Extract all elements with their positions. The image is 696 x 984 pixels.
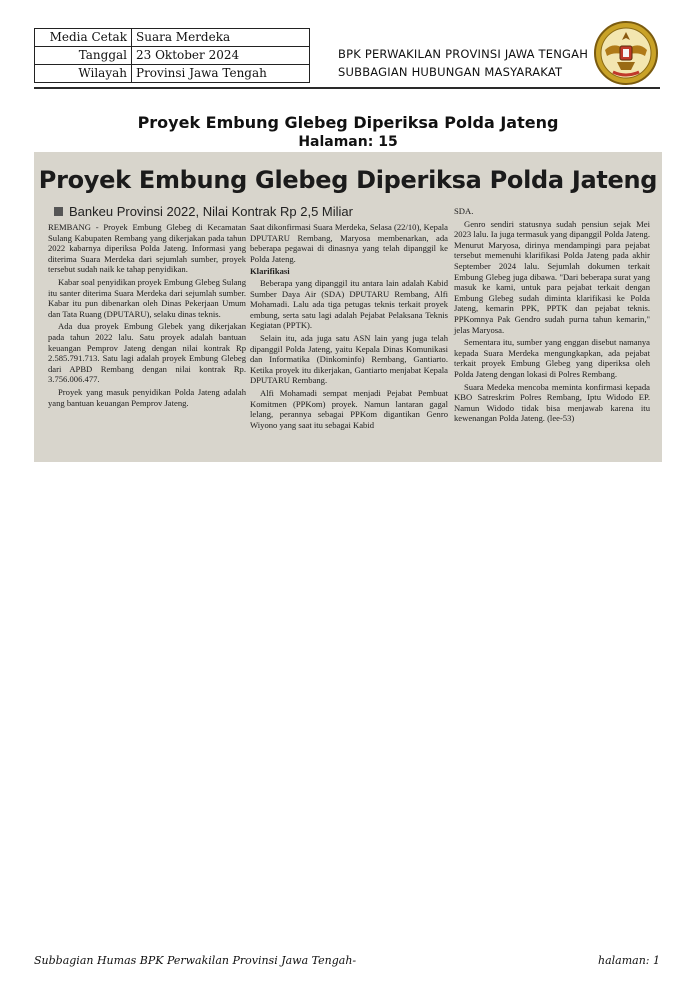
article-paragraph: Proyek yang masuk penyidikan Polda Jateng adalah yang bantuan keuangan Pemprov Jateng.: [48, 386, 246, 408]
footer-page-number: halaman: 1: [598, 954, 660, 967]
page-title: Proyek Embung Glebeg Diperiksa Polda Jateng: [137, 113, 559, 132]
meta-row: [35, 47, 310, 65]
header-rule: [34, 87, 660, 89]
article-column-1: [48, 222, 246, 410]
meta-key: Wilayah: [35, 65, 132, 83]
article-paragraph: Selain itu, ada juga satu ASN lain yang juga telah dipanggil Polda Jateng, yaitu Kepala Dinas Komunikasi dan Informatika (Dinkominfo) Rembang, Gantiarto. Ketika proyek itu dikerjakan, Gantiarto menjabat Kepala DPUTARU Rembang.: [250, 332, 448, 386]
article-section-heading: Klarifikasi: [250, 266, 290, 277]
page-number-label: Halaman: 15: [298, 134, 398, 150]
garuda-emblem-icon: [593, 20, 659, 86]
clipping-subhead-text: Bankeu Provinsi 2022, Nilai Kontrak Rp 2,5 Miliar: [69, 204, 353, 219]
article-paragraph: Genro sendiri statusnya sudah pensiun sejak Mei 2023 lalu. Ia juga termasuk yang dipanggil Polda Jateng. Menurut Maryosa, dirinya mendampingi para pejabat tersebut memenuhi klarifikasi Polda Jateng pada akhir September 2024 lalu. Sejumlah dokumen terkait Embung Glebeg juga dibawa. "Dari beberapa surat yang masuk ke kami, untuk para pejabat terkait dengan Embung Glebeg sudah diminta klarifikasi ke Polda Jateng, kemarin PPK, PPTK dan pejabat teknis. PPKomnya Pak Gendro sudah purna tahun kemarin," jelas Maryosa.: [454, 218, 650, 335]
article-paragraph: Ada dua proyek Embung Glebek yang dikerjakan pada tahun 2022 lalu. Satu proyek adalah bantuan keuangan Pemprov Jateng dengan nilai kontrak Rp 2.585.791.713. Satu lagi adalah proyek Embung Glebeg dari APBD Rembang dengan nilai kontrak Rp. 3.756.006.477.: [48, 321, 246, 385]
meta-value: 23 Oktober 2024: [132, 47, 310, 65]
meta-row: [35, 29, 310, 47]
article-paragraph: SDA.: [454, 206, 474, 216]
footer-source: Subbagian Humas BPK Perwakilan Provinsi Jawa Tengah-: [34, 954, 357, 967]
article-paragraph: Sementara itu, sumber yang enggan disebut namanya kepada Suara Merdeka mengungkapkan, ada pejabat terkait proyek Embung Glebeg yang diperiksa oleh Polda Jateng dengan lokasi di Polres Rembang.: [454, 337, 650, 379]
article-paragraph: Saat dikonfirmasi Suara Merdeka, Selasa (22/10), Kepala DPUTARU Rembang, Maryosa membenarkan, ada beberapa pegawai di dinasnya yang telah dipanggil ke Polda Jateng.: [250, 222, 448, 264]
article-paragraph: Beberapa yang dipanggil itu antara lain adalah Kabid Sumber Daya Air (SDA) DPUTARU Rembang, Alfi Mohamadi. Lalu ada tiga petugas teknis terkait proyek embung, serta satu lagi adalah Pejabat Pelaksana Teknis Kegiatan (PPTK).: [250, 277, 448, 331]
article-paragraph: Kabar soal penyidikan proyek Embung Glebeg Sulang itu santer diterima Suara Merdeka dari sejumlah sumber. Kabar itu pun dibenarkan oleh Dinas Pekerjaan Umum dan Tata Ruang (DPUTARU), selaku dinas teknis.: [48, 276, 246, 319]
clipping-headline: Proyek Embung Glebeg Diperiksa Polda Jateng: [38, 166, 658, 194]
meta-value: Suara Merdeka: [132, 29, 310, 47]
org-line2: SUBBAGIAN HUBUNGAN MASYARAKAT: [338, 65, 563, 79]
meta-row: [35, 65, 310, 83]
meta-value: Provinsi Jawa Tengah: [132, 65, 310, 83]
newspaper-clipping: [34, 152, 662, 462]
article-column-2: [250, 222, 448, 432]
article-paragraph: Suara Medeka mencoba meminta konfirmasi kepada KBO Satreskrim Polres Rembang, Iptu Widodo EP. Namun Widodo tidak bisa menjawab karena itu kewenangan Polda Jateng. (lee-53): [454, 381, 650, 424]
org-name: [338, 45, 588, 81]
clipping-subhead: [54, 204, 353, 219]
meta-key: Media Cetak: [35, 29, 132, 47]
article-paragraph: REMBANG - Proyek Embung Glebeg di Kecamatan Sulang Kabupaten Rembang yang dikerjakan pada tahun 2022 kabarnya diperiksa Polda Jateng. Informasi yang diterima Suara Merdeka dari sejumlah sumber, proyek tersebut sudah naik ke tahap penyidikan.: [48, 222, 246, 275]
meta-key: Tanggal: [35, 47, 132, 65]
meta-table: [34, 28, 310, 83]
article-paragraph: Alfi Mohamadi sempat menjadi Pejabat Pembuat Komitmen (PPKom) proyek. Namun lantaran gagal lelang, perannya sebagai PPKom digantikan Genro Wiyono yang saat itu sebagai Kabid: [250, 387, 448, 430]
bullet-square-icon: [54, 207, 63, 216]
org-line1: BPK PERWAKILAN PROVINSI JAWA TENGAH: [338, 47, 589, 61]
article-column-3: [454, 206, 650, 426]
